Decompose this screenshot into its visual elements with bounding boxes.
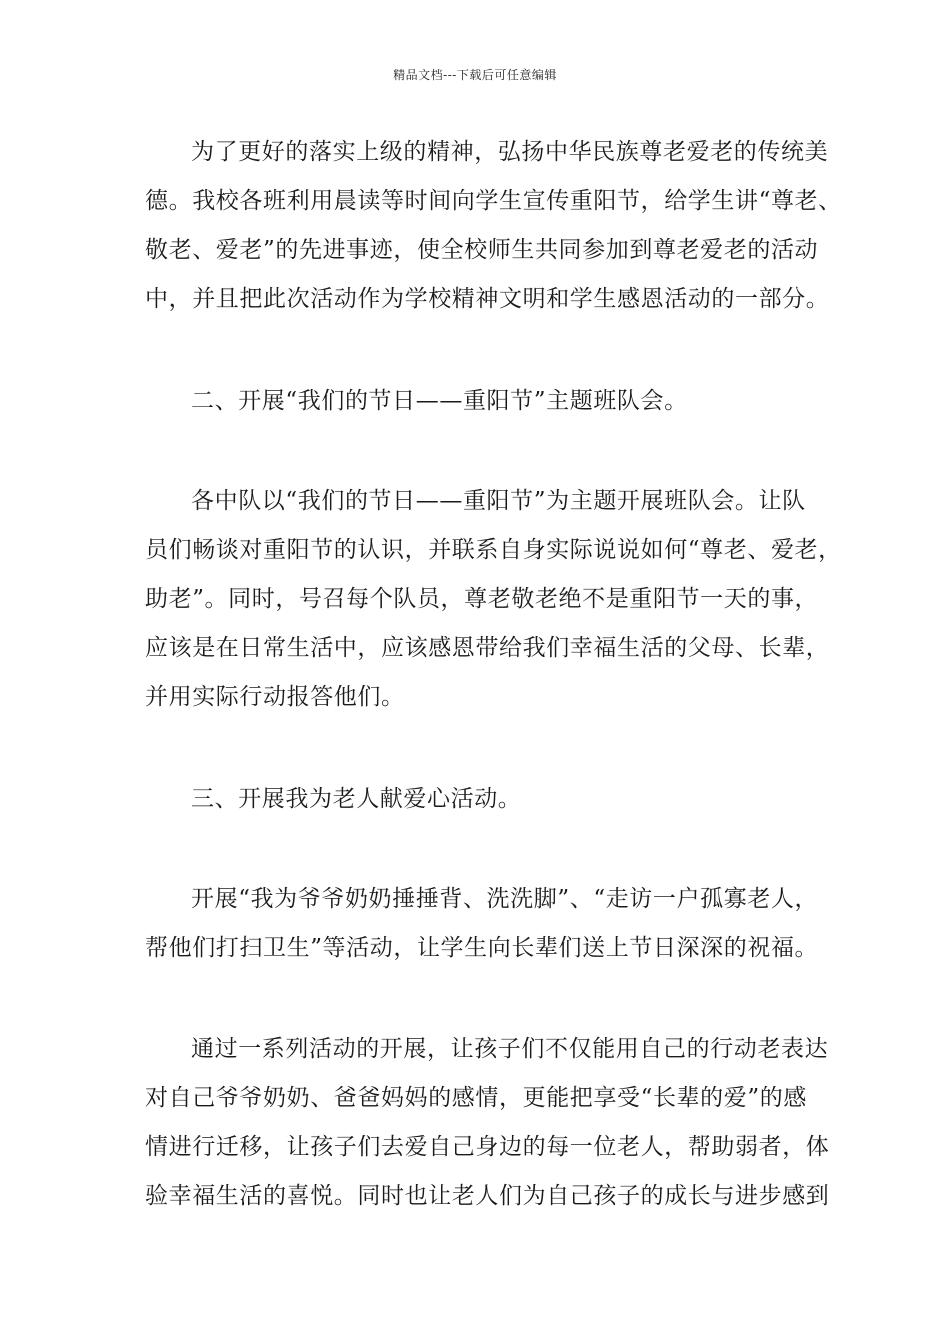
paragraph-line: 对自己爷爷奶奶、爸爸妈妈的感情，更能把享受“长辈的爱”的感 bbox=[145, 1085, 807, 1111]
paragraph-line: 帮他们打扫卫生”等活动，让学生向长辈们送上节日深深的祝福。 bbox=[145, 935, 819, 961]
paragraph-line: 并用实际行动报答他们。 bbox=[145, 684, 405, 710]
paragraph-line: 应该是在日常生活中，应该感恩带给我们幸福生活的父母、长辈， bbox=[145, 635, 830, 661]
section-heading: 二、开展“我们的节日——重阳节”主题班队会。 bbox=[191, 388, 688, 414]
paragraph-line: 员们畅谈对重阳节的认识，并联系自身实际说说如何“尊老、爱老， bbox=[145, 537, 842, 563]
paragraph-line: 敬老、爱老”的先进事迹，使全校师生共同参加到尊老爱老的活动 bbox=[145, 237, 819, 263]
paragraph-line: 各中队以“我们的节日——重阳节”为主题开展班队会。让队 bbox=[191, 488, 806, 514]
paragraph-line: 中，并且把此次活动作为学校精神文明和学生感恩活动的一部分。 bbox=[145, 286, 830, 312]
paragraph-line: 为了更好的落实上级的精神，弘扬中华民族尊老爱老的传统美 bbox=[191, 139, 829, 165]
paragraph-line: 验幸福生活的喜悦。同时也让老人们为自己孩子的成长与进步感到 bbox=[145, 1183, 830, 1209]
paragraph-line: 通过一系列活动的开展，让孩子们不仅能用自己的行动老表达 bbox=[191, 1036, 829, 1062]
page-header: 精品文档---下载后可任意编辑 bbox=[393, 68, 557, 82]
paragraph-line: 开展“我为爷爷奶奶捶捶背、洗洗脚”、“走访一户孤寡老人， bbox=[191, 886, 819, 912]
section-heading: 三、开展我为老人献爱心活动。 bbox=[191, 786, 522, 812]
paragraph-line: 助老”。同时，号召每个队员，尊老敬老绝不是重阳节一天的事， bbox=[145, 586, 819, 612]
paragraph-line: 德。我校各班利用晨读等时间向学生宣传重阳节，给学生讲“尊老、 bbox=[145, 188, 842, 214]
paragraph-line: 情进行迁移，让孩子们去爱自己身边的每一位老人，帮助弱者，体 bbox=[145, 1134, 830, 1160]
